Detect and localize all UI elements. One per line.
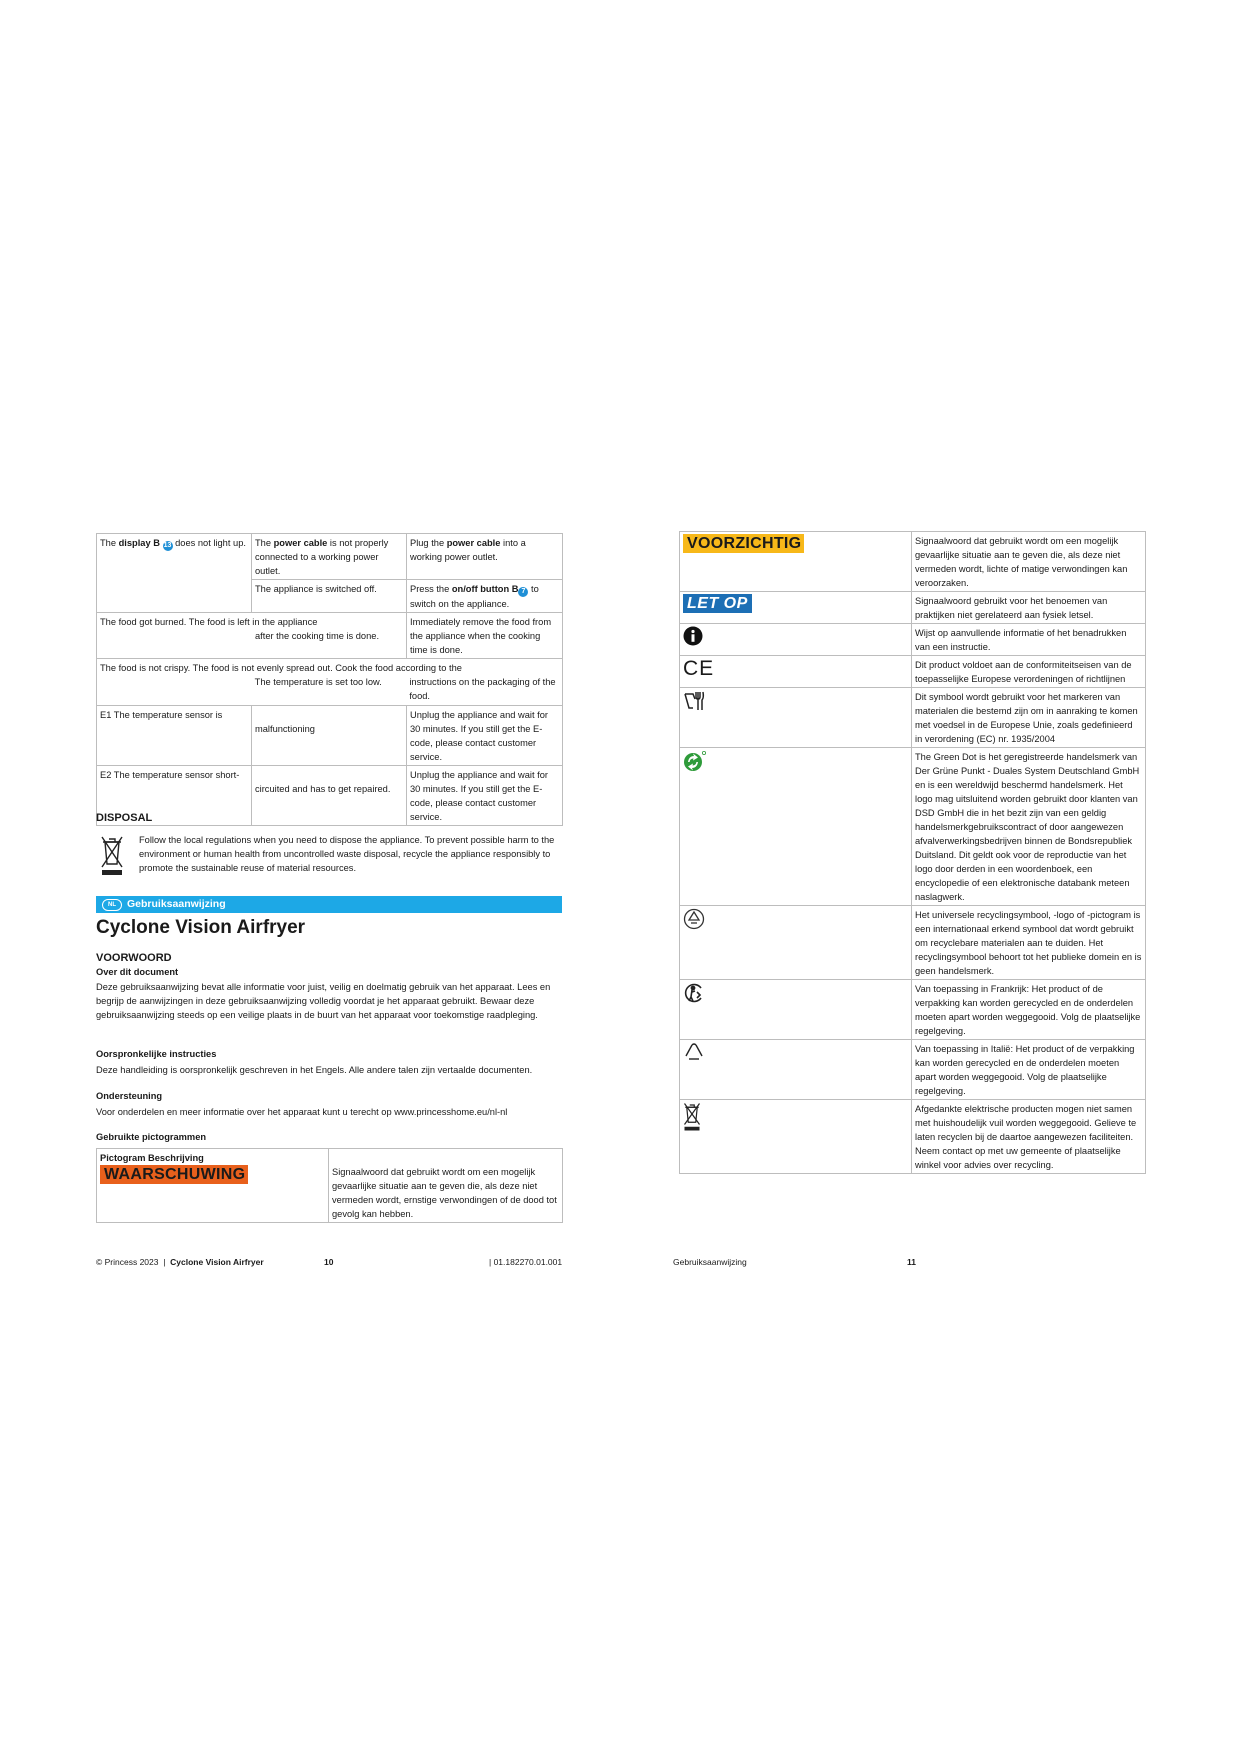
crispy-row: The food is not crispy. The food is not evenly spread out. Cook the food according to the The temperature is set too low. instructions on the packaging of the food. (97, 659, 563, 706)
problem-cell: The display B 13 does not light up. (97, 534, 252, 580)
problem-cell: E1 The temperature sensor is (97, 706, 252, 766)
on-off-button-badge-icon: 7 (518, 587, 528, 597)
food-contact-icon (683, 690, 705, 712)
disposal-heading: DISPOSAL (96, 812, 153, 824)
table-row (680, 532, 1146, 592)
table-row (680, 656, 1146, 688)
symbols-table (679, 531, 1146, 1174)
footer-article-code: | 01.182270.01.001 (489, 1257, 563, 1267)
description-cell: Wijst op aanvullende informatie of het benadrukken van een instructie. (912, 624, 1146, 656)
symbol-cell (680, 532, 912, 592)
description-cell: Van toepassing in Frankrijk: Het product of de verpakking kan worden gerecycled en de onderdelen moeten apart worden weggegooid. Volg de plaatselijke regelgeving. (912, 980, 1146, 1040)
table-row (97, 1149, 563, 1223)
description-cell: Signaalwoord dat gebruikt wordt om een mogelijk gevaarlijke situatie aan te geven die, als deze niet vermeden wordt, lichte of matige verwondingen kan veroorzaken. (912, 532, 1146, 592)
display-b-badge-icon: 13 (163, 542, 172, 549)
about-text: Deze gebruiksaanwijzing bevat alle informatie voor juist, veilig en doelmatig gebruik van het apparaat. Lees en begrijp de aanwijzingen in deze gebruiksaanwijzing volledig voordat je het apparaat gebruikt. Bewaar deze gebruiksaanwijzing steeds op een veilige plaats in de buurt van het apparaat voor toekomstige raadpleging. (96, 982, 551, 1020)
pictogram-table (96, 1148, 563, 1223)
table-row (680, 748, 1146, 906)
solution-cell: Plug the power cable into a working power outlet. (407, 534, 563, 580)
burned-problem-cause: The food got burned. The food is left in the appliance after the cooking time is done. (97, 613, 407, 659)
section-bar (96, 896, 562, 913)
warning-banner: WAARSCHUWING (100, 1165, 248, 1184)
table-row (97, 580, 563, 613)
table-row (97, 534, 563, 580)
symbol-cell (680, 624, 912, 656)
symbol-cell (680, 1100, 912, 1174)
table-row (680, 592, 1146, 624)
document-title: Cyclone Vision Airfryer (96, 917, 306, 938)
recycle-triangle-icon (683, 1042, 705, 1062)
table-row (680, 1040, 1146, 1100)
table-row (680, 980, 1146, 1040)
cause-cell: The appliance is switched off. (252, 580, 407, 613)
footer-copyright: © Princess 2023 | Cyclone Vision Airfryer (96, 1257, 264, 1267)
solution-cell: Unplug the appliance and wait for 30 minutes. If you still get the E-code, please contact customer service. (407, 706, 563, 766)
table-row (97, 613, 563, 659)
troubleshooting-table (96, 533, 563, 826)
support-text: Voor onderdelen en meer informatie over het apparaat kunt u terecht op www.princesshome.eu/nl-nl (96, 1107, 508, 1117)
pictogram-header-cell: Pictogram Beschrijving WAARSCHUWING (97, 1149, 329, 1223)
original-instructions-heading: Oorspronkelijke instructies (96, 1049, 217, 1059)
solution-cell: Unplug the appliance and wait for 30 minutes. If you still get the E-code, please contact customer service. (407, 766, 563, 826)
description-cell: Dit product voldoet aan de conformiteitseisen van de toepasselijke Europese verordeningen of richtlijnen (912, 656, 1146, 688)
recycling-icon (683, 908, 705, 930)
disposal-text: Follow the local regulations when you need to dispose the appliance. To prevent possible harm to the environment or human health from uncontrolled waste disposal, recycle the appliance responsibly to promote the sustainable reuse of material resources. (139, 835, 555, 873)
about-heading: Over dit document (96, 967, 179, 977)
original-instructions-text: Deze handleiding is oorspronkelijk geschreven in het Engels. Alle andere talen zijn vertaalde documenten. (96, 1065, 533, 1075)
support-heading: Ondersteuning (96, 1091, 163, 1101)
cause-cell: malfunctioning (252, 706, 407, 766)
solution-cell: Press the on/off button B 7 to switch on the appliance. (407, 580, 563, 613)
footer-section-name: Gebruiksaanwijzing (673, 1257, 747, 1267)
symbol-cell (680, 592, 912, 624)
symbol-cell (680, 748, 912, 906)
problem-cell (97, 580, 252, 613)
section-bar-label: Gebruiksaanwijzing (127, 898, 226, 910)
crossed-bin-icon (100, 834, 124, 876)
table-row (680, 688, 1146, 748)
voorzichtig-banner: VOORZICHTIG (683, 534, 804, 553)
description-cell: Signaalwoord gebruikt voor het benoemen van praktijken niet gerelateerd aan fysiek letsel. (912, 592, 1146, 624)
description-cell: Signaalwoord dat gebruikt wordt om een mogelijk gevaarlijke situatie aan te geven die, als deze niet vermeden wordt, ernstige verwondingen of de dood tot gevolg kan hebben. (329, 1149, 563, 1223)
description-cell: The Green Dot is het geregistreerde handelsmerk van Der Grüne Punkt - Duales System Deutschland GmbH en is een wereldwijd beschermd handelsmerk. Het logo mag uitsluitend worden gebruikt door klanten van DSD GmbH die in het bezit zijn van een geldig handelsmerkgebruikscontract of door aangewezen afvalverwerkingsbedrijven binnen de Bondsrepubliek Duitsland. Dit geldt ook voor de reproductie van het logo door derden in een woordenboek, een encyclopedie of een elektronische databank meteen naslagwerk. (912, 748, 1146, 906)
pictograms-heading: Gebruikte pictogrammen (96, 1132, 207, 1142)
symbol-cell (680, 656, 912, 688)
table-row (97, 706, 563, 766)
let-op-banner: LET OP (683, 594, 752, 613)
green-dot-icon (683, 750, 707, 772)
table-row (97, 659, 563, 706)
description-cell: Het universele recyclingsymbool, -logo of -pictogram is een internationaal erkend symbool dat wordt gebruikt om recyclebare materialen aan te duiden. Het recyclingsymbool behoort tot het publieke domein en is geen handelsmerk. (912, 906, 1146, 980)
solution-cell: Immediately remove the food from the appliance when the cooking time is done. (407, 613, 563, 659)
triman-icon (683, 982, 705, 1004)
voorwoord-heading: VOORWOORD (96, 952, 172, 964)
table-row (97, 766, 563, 826)
description-cell: Afgedankte elektrische producten mogen niet samen met huishoudelijk vuil worden weggegooid. Gelieve te laten recyclen bij de daartoe aangewezen faciliteiten. Neem contact op met uw gemeente of plaatselijke winkel voor advies over recycling. (912, 1100, 1146, 1174)
crossed-bin-icon (683, 1102, 701, 1132)
symbol-cell (680, 1040, 912, 1100)
table-row (680, 624, 1146, 656)
symbol-cell (680, 906, 912, 980)
footer-page-number-left: 10 (324, 1257, 334, 1267)
cause-cell: circuited and has to get repaired. (252, 766, 407, 826)
cause-cell: The power cable is not properly connected to a working power outlet. (252, 534, 407, 580)
symbol-cell (680, 688, 912, 748)
footer-page-number-right: 11 (907, 1257, 916, 1267)
nl-language-badge: NL (102, 899, 122, 911)
symbol-cell (680, 980, 912, 1040)
ce-mark-icon: CE (683, 657, 715, 680)
info-icon (683, 626, 703, 646)
description-cell: Van toepassing in Italië: Het product of de verpakking kan worden gerecycled en de onderdelen moeten apart worden weggegooid. Volg de plaatselijke regelgeving. (912, 1040, 1146, 1100)
description-cell: Dit symbool wordt gebruikt voor het markeren van materialen die bestemd zijn om in aanraking te komen met voedsel in de Europese Unie, zoals gedefinieerd in verordening (EC) nr. 1935/2004 (912, 688, 1146, 748)
table-row (680, 906, 1146, 980)
table-row (680, 1100, 1146, 1174)
problem-cell: E2 The temperature sensor short- (97, 766, 252, 826)
